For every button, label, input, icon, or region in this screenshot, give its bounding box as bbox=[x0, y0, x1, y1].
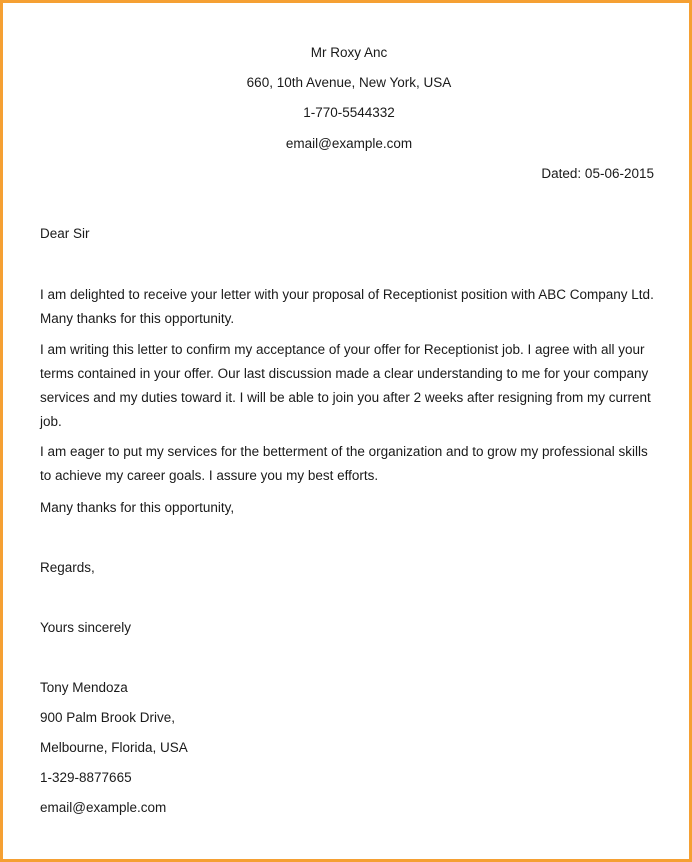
sender-phone: 1-770-5544332 bbox=[303, 105, 395, 120]
signature-city: Melbourne, Florida, USA bbox=[40, 740, 188, 755]
signature-email: email@example.com bbox=[40, 800, 167, 815]
signature-phone: 1-329-8877665 bbox=[40, 770, 132, 785]
sender-address: 660, 10th Avenue, New York, USA bbox=[246, 75, 452, 90]
body-paragraph-2: I am writing this letter to confirm my acceptance of your offer for Receptionist job. I agree with all your terms contained in your offer. Our last discussion made a clear understanding to me for your company services and my duties toward it. I will be able to join you after 2 weeks after resigning from my current job. bbox=[40, 342, 651, 429]
sender-email: email@example.com bbox=[285, 136, 413, 151]
thanks-line: Many thanks for this opportunity, bbox=[40, 500, 235, 515]
body-paragraph-3: I am eager to put my services for the betterment of the organization and to grow my professional skills to achieve my career goals. I assure you my best efforts. bbox=[40, 444, 648, 483]
sender-name: Mr Roxy Anc bbox=[310, 45, 388, 60]
signature-street: 900 Palm Brook Drive, bbox=[40, 710, 176, 725]
signature-name: Tony Mendoza bbox=[40, 680, 128, 695]
salutation: Dear Sir bbox=[40, 226, 90, 241]
closing-line: Yours sincerely bbox=[40, 620, 132, 635]
letter-date: Dated: 05-06-2015 bbox=[541, 166, 654, 181]
regards-line: Regards, bbox=[40, 560, 95, 575]
body-paragraph-1: I am delighted to receive your letter with your proposal of Receptionist position with ABC Company Ltd. Many thanks for this opportunity. bbox=[40, 287, 654, 326]
